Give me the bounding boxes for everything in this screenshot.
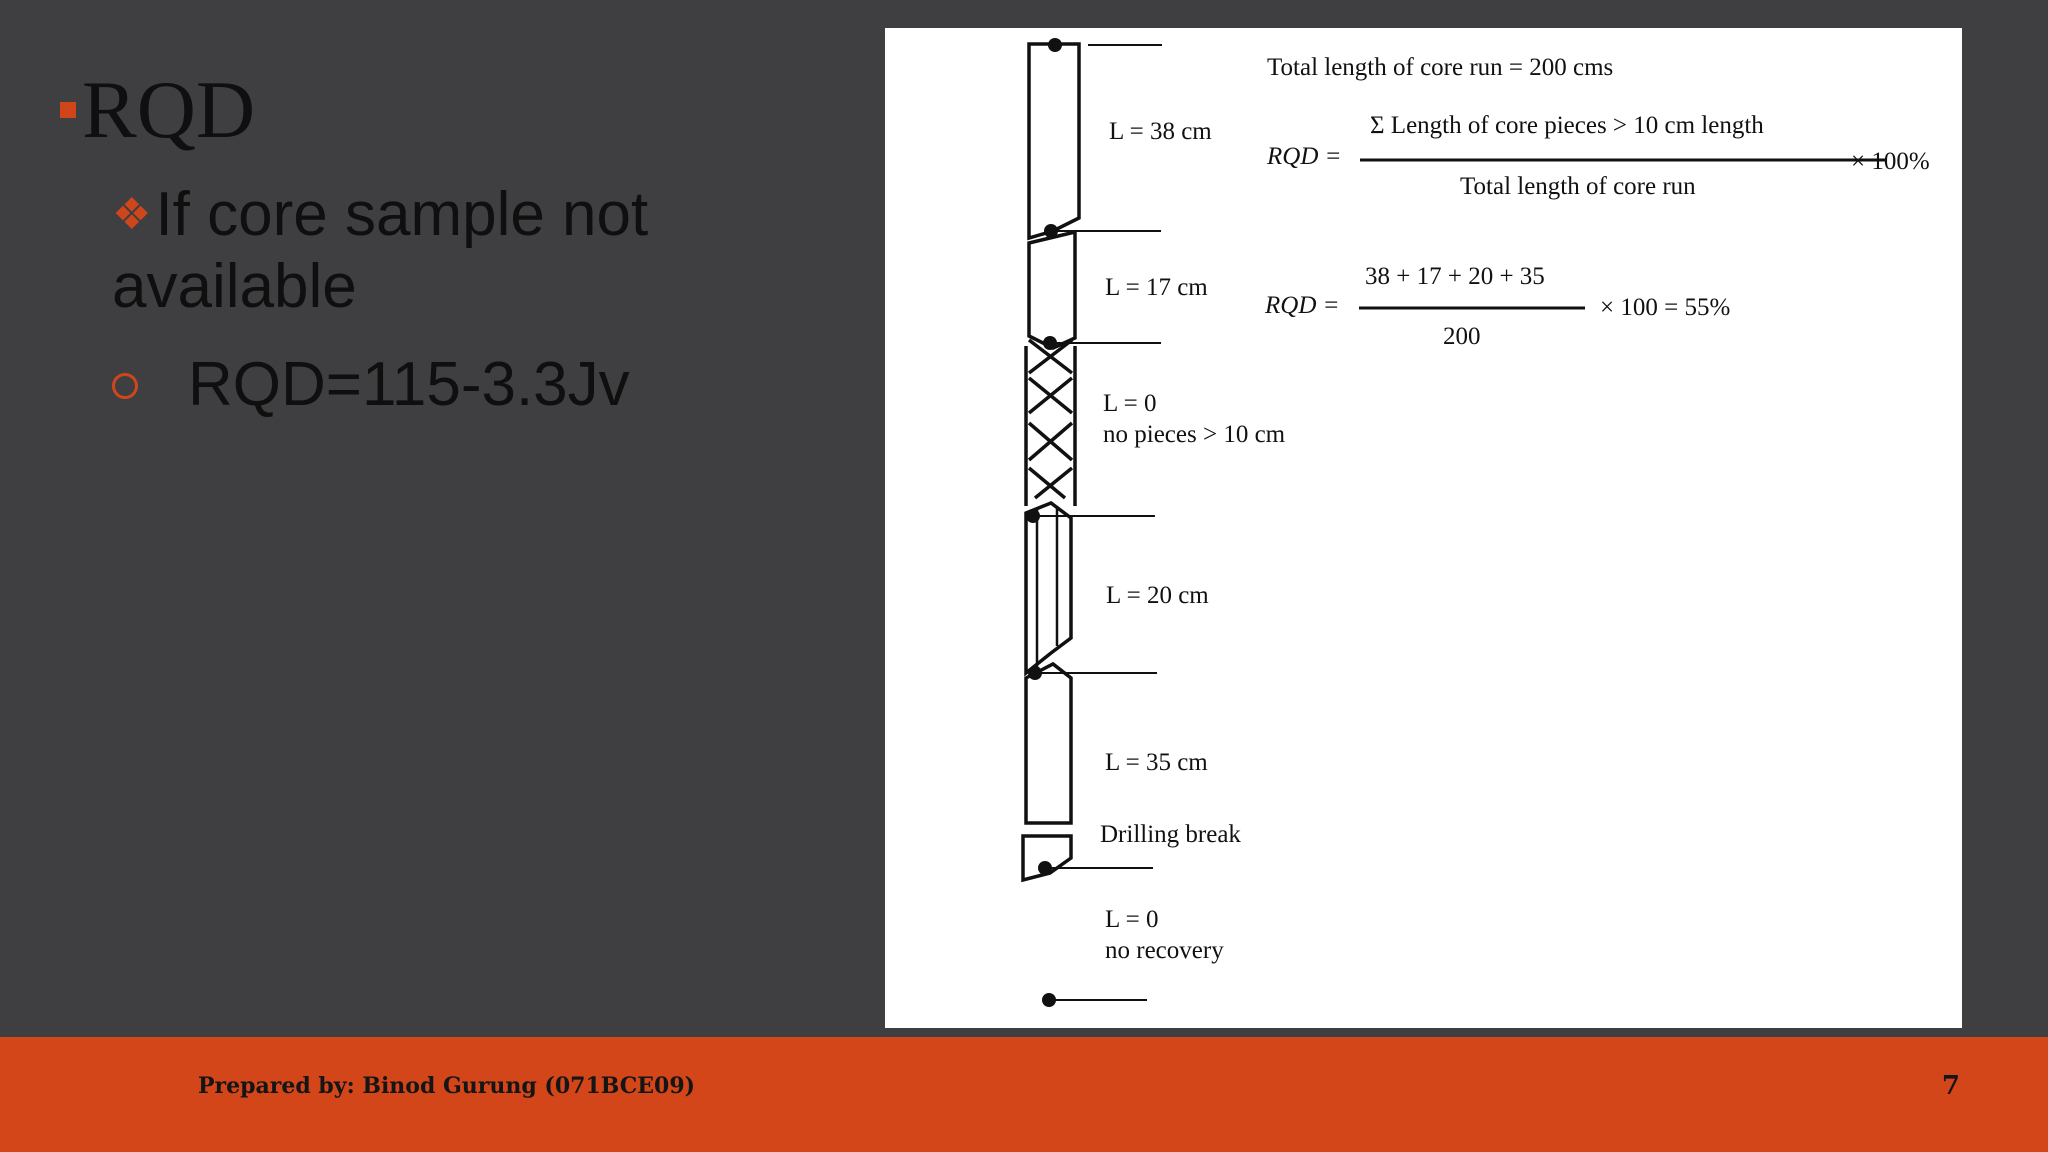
- prepared-by-text: Prepared by: Binod Gurung (071BCE09): [198, 1073, 696, 1099]
- rqd-figure: [885, 28, 1962, 1028]
- circle-bullet-icon: [112, 373, 138, 399]
- calc-denominator: 200: [1443, 323, 1481, 350]
- broken-zone: [1029, 340, 1072, 498]
- core-piece-4: [1026, 503, 1071, 673]
- piece-label-5: L = 35 cm: [1105, 749, 1208, 776]
- piece-label-6: Drilling break: [1100, 821, 1241, 848]
- bullet-level3-text: RQD=115-3.3Jv: [188, 350, 630, 419]
- piece-label-2: L = 17 cm: [1105, 274, 1208, 301]
- rqd-calc-label: RQD =: [1265, 292, 1340, 319]
- diamond-bullet-icon: ❖: [112, 190, 152, 239]
- core-piece-2: [1029, 232, 1075, 348]
- core-piece-5: [1026, 664, 1071, 823]
- bullet-level1: [60, 60, 255, 160]
- calc-numerator: 38 + 17 + 20 + 35: [1365, 263, 1545, 290]
- formula-numerator: Σ Length of core pieces > 10 cm length: [1370, 112, 1764, 139]
- page-number: 7: [1941, 1071, 1960, 1101]
- total-length-text: Total length of core run = 200 cms: [1267, 54, 1614, 81]
- piece-note-3: no pieces > 10 cm: [1103, 421, 1286, 448]
- formula-times: × 100%: [1851, 148, 1930, 175]
- piece-note-7: no recovery: [1105, 937, 1224, 964]
- piece-label-7: L = 0: [1105, 906, 1159, 933]
- square-bullet-icon: [60, 102, 76, 118]
- calc-result: × 100 = 55%: [1600, 294, 1731, 321]
- bullet-level2-text: If core sample not available: [112, 180, 649, 321]
- piece-label-4: L = 20 cm: [1106, 582, 1209, 609]
- bullet-level2: [112, 182, 792, 320]
- formula-denominator: Total length of core run: [1460, 173, 1696, 200]
- bullet-level3: [112, 350, 630, 420]
- bullet-level1-text: RQD: [82, 64, 256, 155]
- boundary-lines: [1035, 45, 1162, 1000]
- core-run-diagram: [885, 28, 1962, 1028]
- core-piece-4-lines: [1037, 506, 1057, 668]
- rqd-formula-label: RQD =: [1267, 143, 1342, 170]
- piece-label-3: L = 0: [1103, 390, 1157, 417]
- footer-bar: [0, 1037, 2048, 1152]
- core-piece-1: [1029, 44, 1079, 238]
- piece-label-1: L = 38 cm: [1109, 118, 1212, 145]
